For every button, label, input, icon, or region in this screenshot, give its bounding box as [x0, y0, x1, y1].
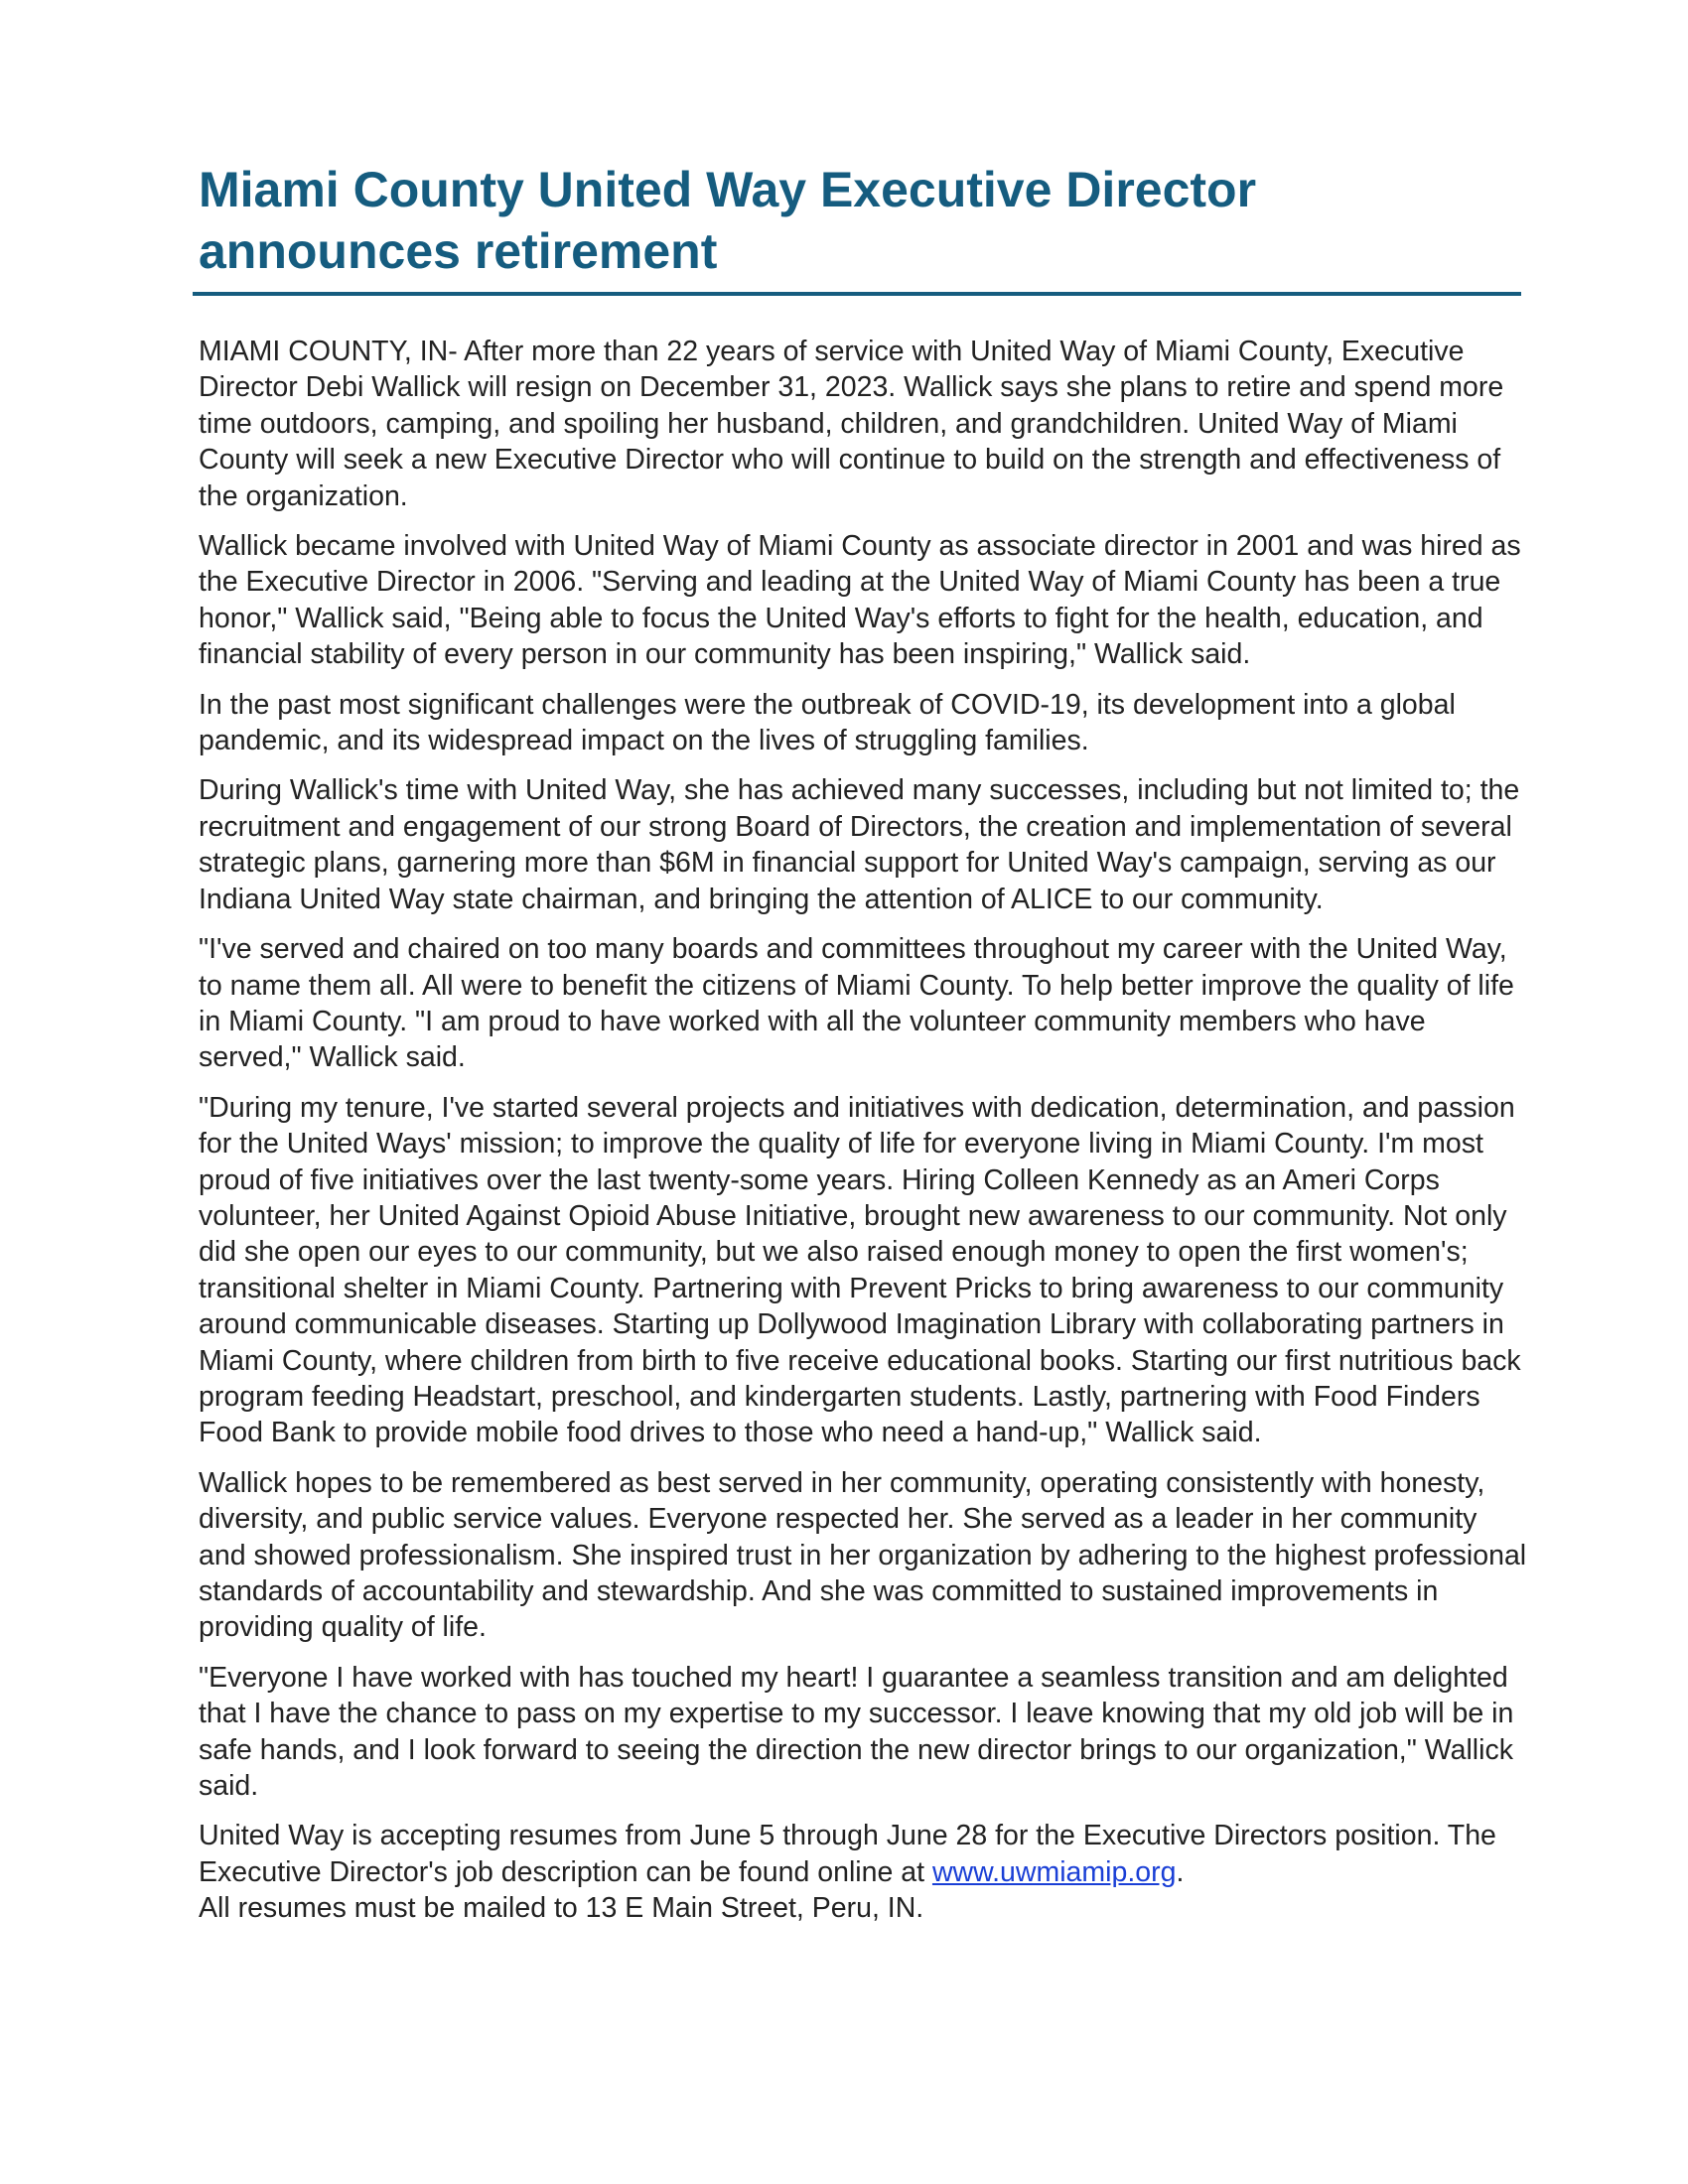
website-link[interactable]: www.uwmiamip.org	[931, 1855, 1177, 1888]
title-divider	[193, 292, 1521, 296]
mailing-address-sentence: All resumes must be mailed to 13 E Main Street, Peru, IN.	[199, 1892, 924, 1925]
final-paragraph-text: United Way is accepting resumes from June 5 through June 28 for the Executive Directors position. The Executive Director's job description can be found online at	[199, 1820, 1496, 1888]
title-line-2: announces retirement	[199, 223, 718, 279]
paragraph-1: MIAMI COUNTY, IN- After more than 22 years of service with United Way of Miami County, Executive Director Debi Wallick will resign on December 31, 2023. Wallick says she plans to retire and spend more time outdoors, camping, and spoiling her husband, children, and grandchildren. United Way of Miami County will seek a new Executive Director who will continue to build on the strength and effectiveness of the organization.	[199, 336, 1504, 512]
paragraph-2: Wallick became involved with United Way of Miami County as associate director in 2001 and was hired as the Executive Director in 2006. "Serving and leading at the United Way of Miami County has been a true honor," Wallick said, "Being able to focus the United Way's efforts to fight for the health, education, and financial stability of every person in our community has been inspiring," Wallick said.	[199, 530, 1521, 671]
paragraph-8: "Everyone I have worked with has touched my heart! I guarantee a seamless transition and am delighted that I have the chance to pass on my expertise to my successor. I leave knowing that my old job will be in safe hands, and I look forward to seeing the direction the new director brings to our organization," Wallick said.	[199, 1661, 1514, 1803]
paragraph-3: In the past most significant challenges were the outbreak of COVID-19, its development into a global pandemic, and its widespread impact on the lives of struggling families.	[199, 688, 1456, 757]
paragraph-9	[199, 1818, 1529, 1926]
paragraph-6: "During my tenure, I've started several projects and initiatives with dedication, determination, and passion for the United Ways' mission; to improve the quality of life for everyone living in Miami County. I'm most proud of five initiatives over the last twenty-some years. Hiring Colleen Kennedy as an Ameri Corps volunteer, her United Against Opioid Abuse Initiative, brought new awareness to our community. Not only did she open our eyes to our community, but we also raised enough money to open the first women's; transitional shelter in Miami County. Partnering with Prevent Pricks to bring awareness to our community around communicable diseases. Starting up Dollywood Imagination Library with collaborating partners in Miami County, where children from birth to five receive educational books. Starting our first nutritious back program feeding Headstart, preschool, and kindergarten students. Lastly, partnering with Food Finders Food Bank to provide mobile food drives to those who need a hand-up," Wallick said.	[199, 1091, 1521, 1449]
paragraph-5: "I've served and chaired on too many boards and committees throughout my career with the United Way, to name them all. All were to benefit the citizens of Miami County. To help better improve the quality of life in Miami County. "I am proud to have worked with all the volunteer community members who have served," Wallick said.	[199, 933, 1514, 1074]
title-line-1: Miami County United Way Executive Director	[199, 162, 1257, 217]
article-title	[199, 159, 1529, 292]
paragraph-4: During Wallick's time with United Way, she has achieved many successes, including but not limited to; the recruitment and engagement of our strong Board of Directors, the creation and implementation of several strategic plans, garnering more than $6M in financial support for United Way's campaign, serving as our Indiana United Way state chairman, and bringing the attention of ALICE to our community.	[199, 774, 1520, 915]
final-paragraph-period: .	[1176, 1855, 1185, 1888]
paragraph-7: Wallick hopes to be remembered as best served in her community, operating consistently with honesty, diversity, and public service values. Everyone respected her. She served as a leader in her community and showed professionalism. She inspired trust in her organization by adhering to the highest professional standards of accountability and stewardship. And she was committed to sustained improvements in providing quality of life.	[199, 1466, 1527, 1644]
article	[199, 159, 1529, 1941]
